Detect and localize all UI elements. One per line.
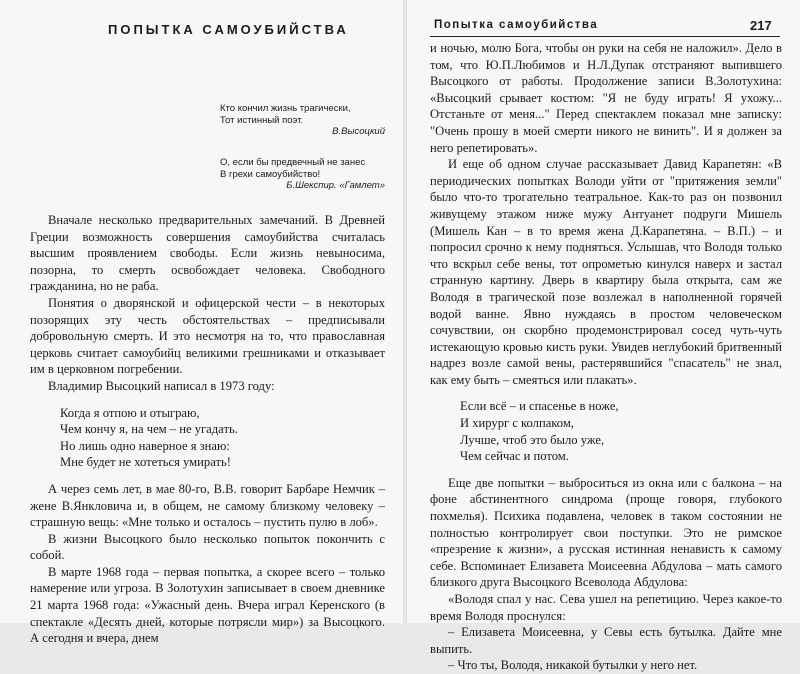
paragraph: Владимир Высоцкий написал в 1973 году: [48,378,275,393]
verse-line: Лучше, чтоб это было уже, [460,432,605,447]
verse [30,395,385,481]
running-title: Попытка самоубийства [434,19,599,31]
paragraph: В марте 1968 года – первая попытка, а скорее всего – только намерение или угроза. В Золотухин записывает в своем дневнике 21 марта 1968 года: «Ужасный день. Вчера играл Керенского (в спектакле «Десять дней, которые потрясли мир») за Высоцкого. А сегодня и вчера, днем [30,564,385,646]
epigraph [220,103,385,138]
epigraph-attribution: В.Высоцкий [332,126,385,137]
page-number: 217 [750,18,772,33]
right-page [405,0,800,673]
paragraph: Еще две попытки – выброситься из окна или с балкона – на фоне абстинентного синдрома (проще говоря, глубокого похмелья). Психика подавлена, человек в таком состоянии не полностью контролирует свои поступки. Это не римское «презрение к жизни», а русская истинная ненависть к самому себе. Вспоминает Елизавета Моисеевна Абдулова – мать самого близкого друга Высоцкого Всеволода Абдулова: [430,475,782,590]
paragraph: «Володя спал у нас. Сева ушел на репетицию. Через какое-то время Володя проснулся: [430,592,782,623]
paragraph: А через семь лет, в мае 80-го, В.В. говорит Барбаре Немчик – жене В.Янкловича и, в общем, не самому близкому человеку – страшную вещь: «Мне только и осталось – пустить пулю в лоб». [30,481,385,530]
verse-line: Чем кончу я, на чем – не угадать. [60,422,238,437]
paragraph: Вначале несколько предварительных замечаний. В Древней Греции возможность совершения самоубийства считалась высшим проявлением свободы. Если жизнь невыносима, позорна, то смерть освобождает человека. Свободного гражданина, но не раба. [30,213,385,294]
paragraph: – Что ты, Володя, никакой бутылки у него нет. [448,658,698,673]
epigraph-line: Кто кончил жизнь трагически, [220,103,351,114]
paragraph: И еще об одном случае рассказывает Давид Карапетян: «В периодических попытках Володи уйти от "притяжения земли" было что-то трогательно театральное. Как-то раз он позвонил живущему этажом ниже мужу Антуанет подруги Мишель (Мишель Кан – в то время жена Д.Карапетяна. – В.П.) – и попросил срочно к нему подняться. Услышав, что Володя только что вскрыл себе вены, тот опрометью кинулся наверх и застал странную картину. Дверь в квартиру была открыта, сам же Володя в трагической позе возлежал в наполненной горячей водой ванне. Явно нуждаясь в простом человеческом сочувствии, он скорбно продемонстрировал сосед чуть-чуть истекающую кровью кисть руки. Увидев неглубокий бритвенный надрез возле самой вены, растерявшийся "спасатель" не знал, как ему быть – смеяться или плакать». [430,157,782,387]
epigraph-line: В грехи самоубийство! [220,168,321,180]
epigraph [220,157,385,192]
paragraph: – Елизавета Моисеевна, у Севы есть бутылка. Дайте мне выпить. [430,625,782,656]
verse-line: Если всё – и спасенье в ноже, [460,399,619,414]
verse-line: Мне будет не хотеться умирать! [60,455,231,470]
verse-line: И хирург с колпаком, [460,416,574,431]
body-text [430,40,782,674]
verse-line: Но лишь одно наверное я знаю: [60,438,230,453]
body-text [30,212,385,647]
header-rule [430,36,780,37]
running-title: ПОПЫТКА САМОУБИЙСТВА [108,22,349,37]
epigraph-attribution: Б.Шекспир. «Гамлет» [286,180,385,191]
paragraph: В жизни Высоцкого было несколько попыток покончить с собой. [30,531,385,563]
paragraph: Понятия о дворянской и офицерской чести – в некоторых позорящих эту честь обстоятельствах – предписывали добровольную смерть. И это несмотря на то, что православная церковь считает самоубийц великими грешниками и отказывает им в церковном погребении. [30,295,385,377]
verse [430,388,782,474]
epigraph-line: Тот истинный поэт. [220,114,304,126]
verse-line: Чем сейчас и потом. [460,449,569,464]
left-page [0,0,405,646]
paragraph: и ночью, молю Бога, чтобы он руки на себя не наложил». Дело в том, что Ю.П.Любимов и Н.Л.Дупак отстраняют выпившего Высоцкого от работы. Продолжение записи В.Золотухина: «Высоцкий срывает костюм: "Я не буду играть! Я ухожу... Отстаньте от меня..." Перед спектаклем показал мне записку: "Очень прошу в моей смерти никого не винить". И я должен за него репетировать». [430,41,782,155]
verse-line: Когда я отпою и отыграю, [60,405,200,420]
epigraph-line: О, если бы предвечный не занес [220,157,366,168]
